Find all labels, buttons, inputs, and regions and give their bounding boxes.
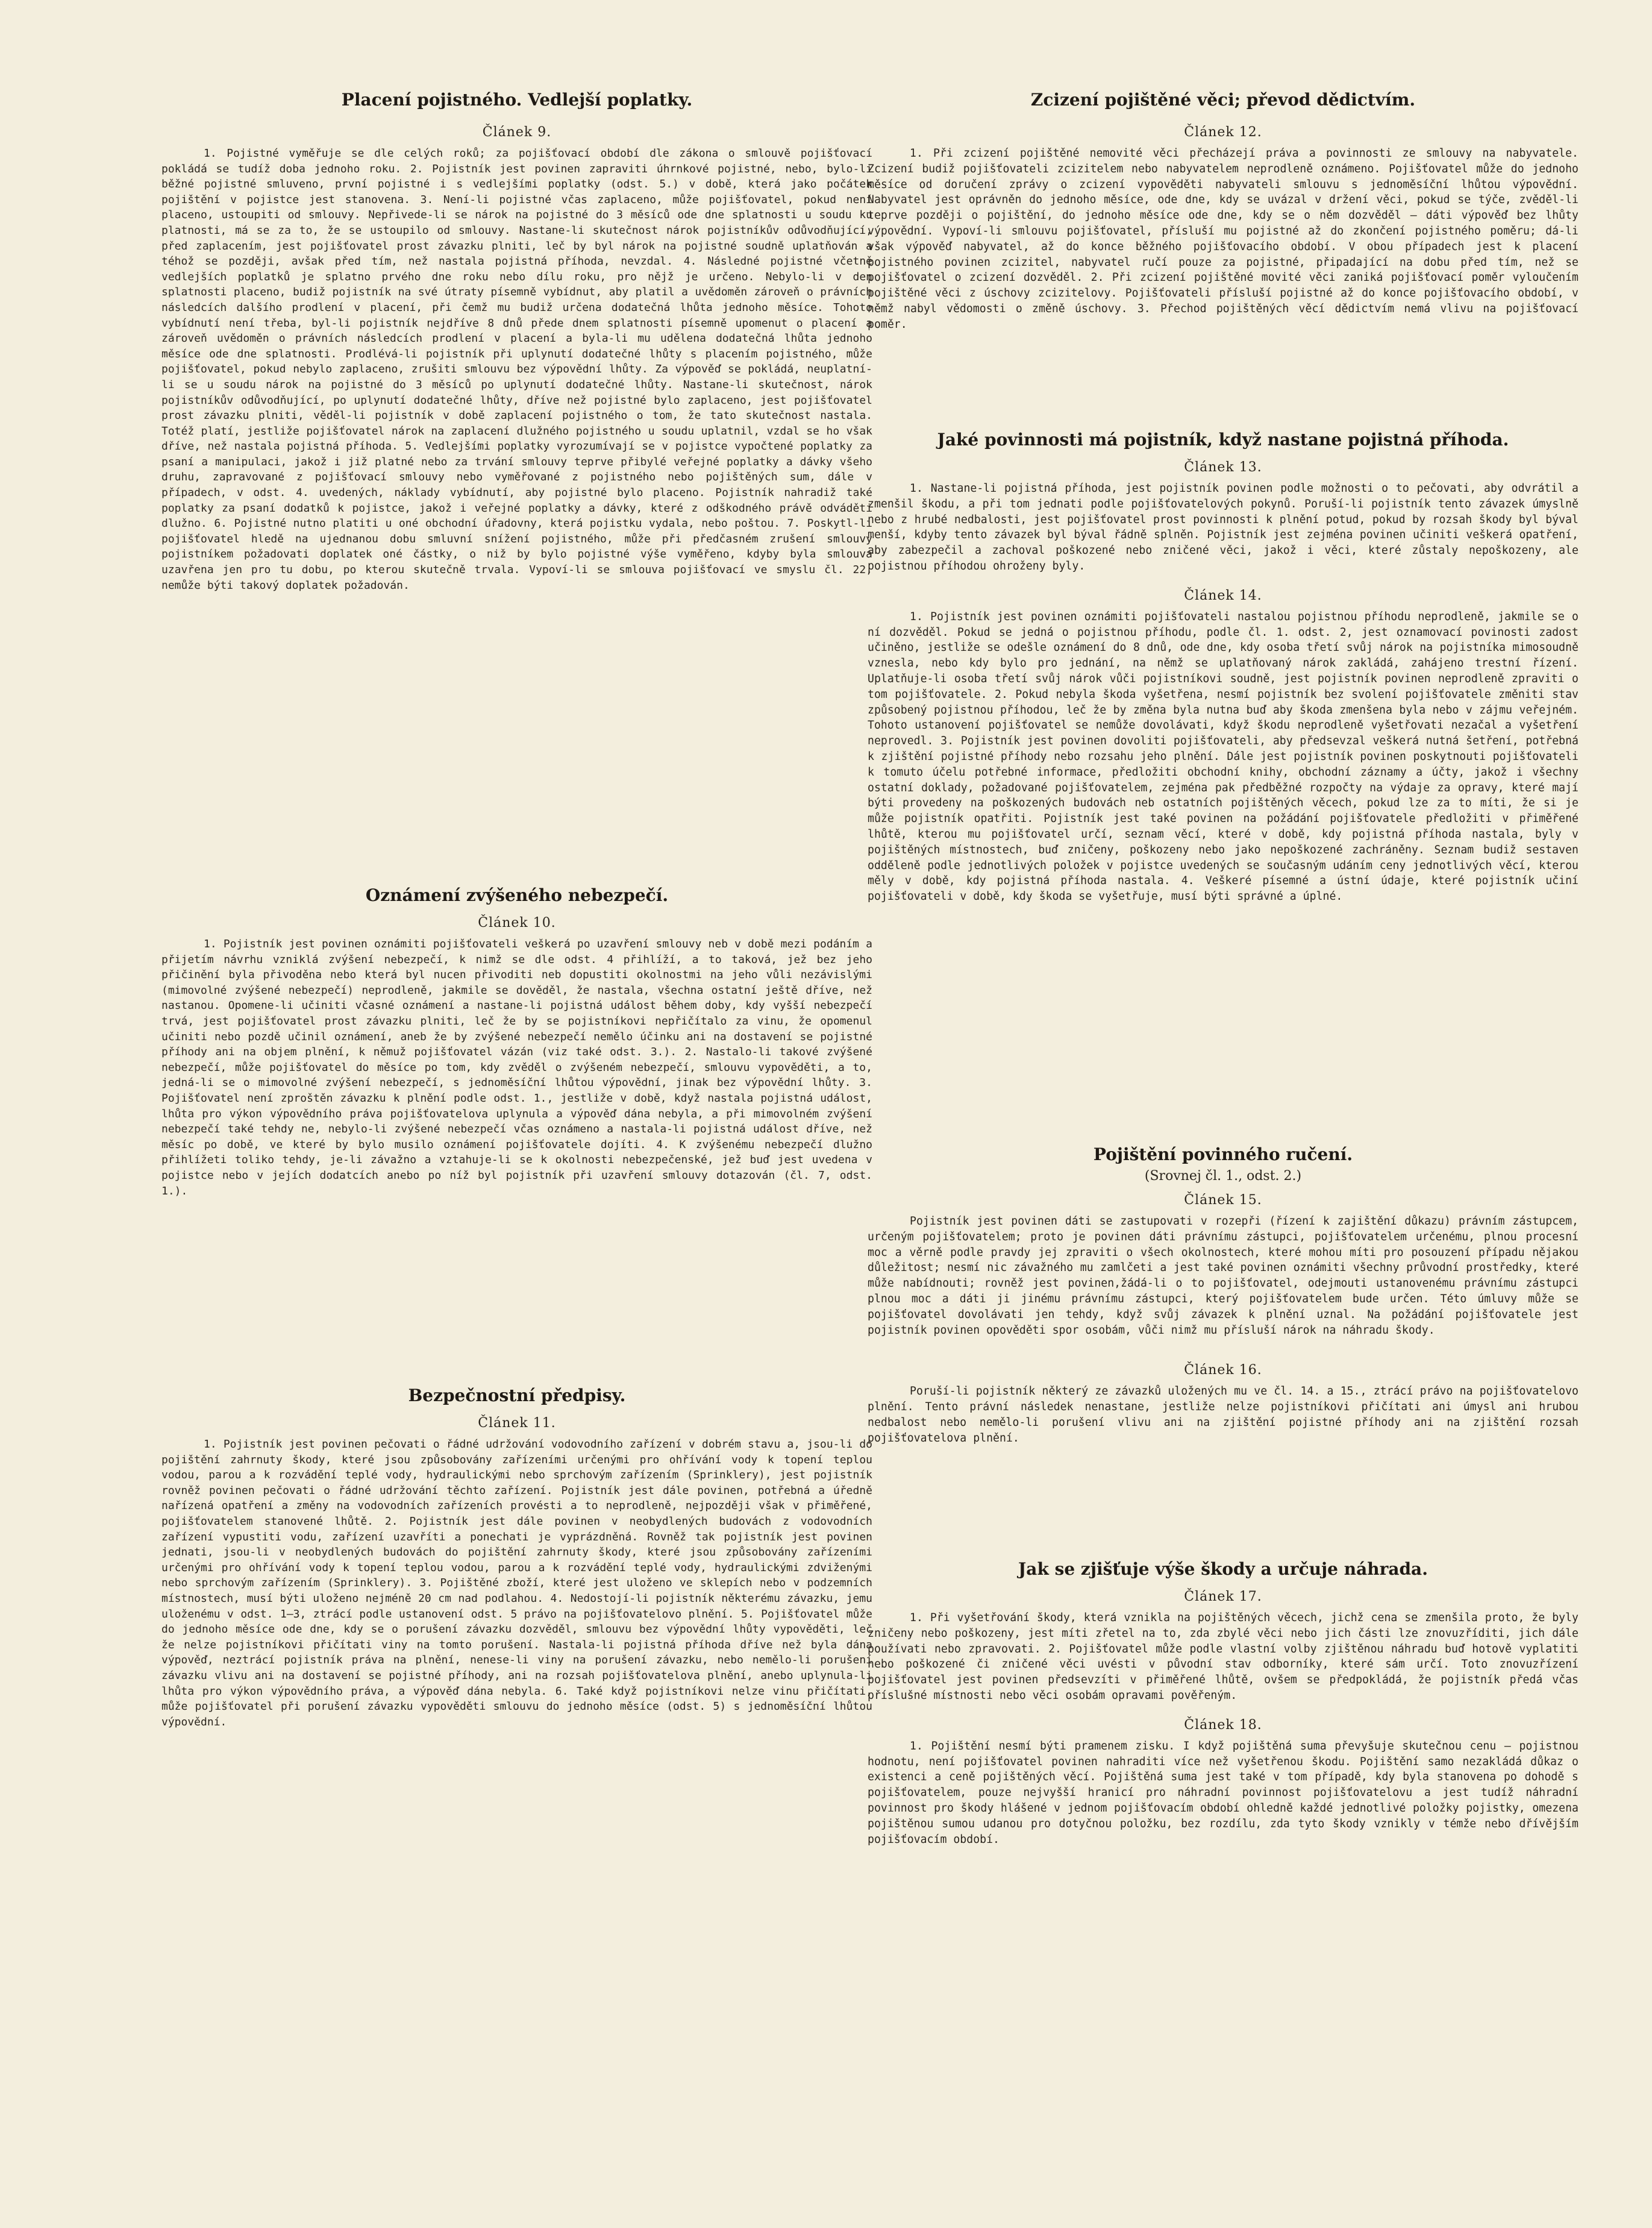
section-alienation-inheritance [868,89,1578,333]
left-column [161,0,872,2228]
section-obligations-on-loss [868,429,1578,905]
article-text: 1. Při zcizení pojištěné nemovité věci přecházejí práva a povinnosti ze smlouvy na nabyvatele. Zcizení budiž pojišťovateli zcizitelem nebo nabyvatelem neprodleně oznámeno. Pojišťovatel může do jednoho měsíce od doručení zprávy o zcizení vypověděti nabyvateli smlouvu s jednoměsíční lhůtou výpovědní. Nabyvatel jest oprávněn do jednoho měsíce, ode dne, kdy se uvázal v držení věci, pokud se týče, zvěděl-li teprve později o pojištění, do jednoho měsíce ode dne, kdy se o něm dozvěděl — dáti výpověď bez lhůty výpovědní. Vypoví-li smlouvu pojišťovatel, přísluší mu pojistné až do zkončení pojistného poměru; dá-li však výpověď nabyvatel, až do konce běžného pojišťovacího období. V obou případech jest k placení pojistného povinen zcizitel, nabyvatel ručí pouze za pojistné, připadající na dobu před tím, než se pojišťovatel o zcizení dozvěděl. 2. Při zcizení pojištěné movité věci zaniká pojišťovací poměr vyloučením pojištěné věci z úschovy zcizitelovy. Pojišťovateli přísluší pojistné až do konce pojišťovacího období, v němž nabyl vědomosti o změně úschovy. 3. Přechod pojištěných věcí dědictvím nemá vlivu na pojišťovací poměr. [868,147,1578,331]
article-title: Článek 13. [1184,460,1262,475]
section-heading: Zcizení pojištěné věci; převod dědictvím. [1030,90,1416,110]
article-title: Článek 17. [1184,1589,1262,1604]
article-text: 1. Pojistník jest povinen oznámiti pojišťovateli nastalou pojistnou příhodu neprodleně, jakmile se o ní dozvěděl. Pokud se jedná o pojistnou příhodu, podle čl. 1. odst. 2, jest oznamovací povinosti zadost učiněno, jestliže se odešle oznámení do 8 dnů, ode dne, kdy osoba třetí svůj nárok na pojistníka mimosoudně vznesla, nebo kdy bylo pro jednání, na němž se uplatňovaný nárok zakládá, zahájeno trestní řízení. Uplatňuje-li osoba třetí svůj nárok vůči pojistníkovi soudně, jest pojistník povinen neprodleně zpraviti o tom pojišťovatele. 2. Pokud nebyla škoda vyšetřena, nesmí pojistník bez svolení pojišťovatele změniti stav způsobený pojistnou příhodou, leč že by změna byla nutna buď aby škoda zmenšena byla nebo v zájmu veřejném. Tohoto ustanovení pojišťovatel se nemůže dovolávati, když škodu neprodleně vyšetřovati nezačal a vyšetření neprovedl. 3. Pojistník jest povinen dovoliti pojišťovateli, aby předsevzal veškerá nutná šetření, potřebná k zjištění pojistné příhody nebo rozsahu jeho plnění. Dále jest pojistník povinen poskytnouti pojišťovateli k tomuto účelu potřebné informace, předložiti obchodní knihy, obchodní záznamy a účty, jakož i všechny ostatní doklady, požadované pojišťovatelem, zejména pak předběžné rozpočty na výdaje za opravy, které mají býti provedeny na poškozených budovách neb ostatních pojištěných věcech, pokud lze za to míti, že si je může pojistník opatřiti. Pojistník jest také povinen na požádání pojišťovatele předložiti v přiměřené lhůtě, kterou mu pojišťovatel určí, seznam věcí, které v době, kdy pojistná příhoda nastala, byly v pojištěných místnostech, buď zničeny, poškozeny nebo jako nepoškozené zachráněny. Seznam budiž sestaven odděleně podle jednotlivých položek v pojistce uvedených se současným udáním ceny jednotlivých věcí, kterou měly v době, kdy pojistná příhoda nastala. 4. Veškeré písemné a ústní údaje, které pojistník učiní pojišťovateli v době, kdy škoda se vyšetřuje, musí býti správné a úplné. [868,610,1578,903]
article-title: Článek 12. [1184,125,1262,140]
section-heading: Bezpečnostní předpisy. [408,1385,626,1405]
section-safety-rules [161,1385,872,1730]
section-subheading: (Srovnej čl. 1., odst. 2.) [1144,1169,1302,1184]
article-text: 1. Pojistné vyměřuje se dle celých roků; za pojišťovací období dle zákona o smlouvě pojišťovací pokládá se tudíž doba jednoho roku. 2. Pojistník jest povinen zapraviti úhrnkové pojistné, nebo, bylo-li běžné pojistné smluveno, první pojistné i s vedlejšími poplatky (odst. 5.) v době, která jako počátek pojištění v pojistce jest stanovena. 3. Není-li pojistné včas zaplaceno, může pojišťovatel, pokud není placeno, ustoupiti od smlouvy. Nepřivede-li se nárok na pojistné do 3 měsíců ode dne splatnosti u soudu ku platnosti, má se za to, že se ustoupilo od smlouvy. Nastane-li skutečnost nárok pojistníkův odůvodňující, před zaplacením, jest pojišťovatel prost závazku plniti, leč by byl nárok na pojistné soudně uplatňován a téhož se později, avšak před tím, než nastala pojistná příhoda, nevzdal. 4. Následné pojistné včetně vedlejších poplatků je splatno prvého dne roku nebo dílu roku, pro nějž je určeno. Nebylo-li v den splatnosti placeno, budiž pojistník na své útraty písemně vybídnut, aby platil a uvědoměn zároveň o právních následcích dalšího prodlení v placení, při čemž mu budiž určena dodatečná lhůta jednoho měsíce. Tohoto vybídnutí není třeba, byl-li pojistník nejdříve 8 dnů přede dnem splatnosti písemně upomenut o placení a zároveň uvědoměn o právních následcích prodlení v placení a byla-li mu udělena dodatečná lhůta jednoho měsíce ode dne splatnosti. Prodlévá-li pojistník při uplynutí dodatečné lhůty s placením pojistného, může pojišťovatel, pokud nebylo zaplaceno, zrušiti smlouvu bez výpovědní lhůty. Za výpověď se pokládá, neuplatní-li se u soudu nárok na pojistné do 3 měsíců po uplynutí dodatečné lhůty. Nastane-li skutečnost, nárok pojistníkův odůvodňující, po uplynutí dodatečné lhůty, dříve než pojistné bylo zaplaceno, jest pojišťovatel prost závazku plniti, věděl-li pojistník v době zaplacení pojistného o tom, že tato skutečnost nastala. Totéž platí, jestliže pojišťovatel nárok na zaplacení dlužného pojistného u soudu uplatnil, vzdal se ho však dříve, než nastala pojistná příhoda. 5. Vedlejšími poplatky vyrozumívají se v pojistce vypočtené poplatky za psaní a manipulaci, jakož i již platné nebo za trvání smlouvy teprve přibylé veřejné poplatky a dávky všeho druhu, zapravované z pojišťovací smlouvy nebo vyměřované z pojistného nebo pojištěných sum, dále v případech, v odst. 4. uvedených, náklady vybídnutí, aby pojistné bylo placeno. Pojistník nahradiž také poplatky za psaní dodatků k pojistce, jakož i veřejné poplatky a dávky, které z odškodného právě odváděti dlužno. 6. Pojistné nutno platiti u oné obchodní úřadovny, která pojistku vydala, nebo poštou. 7. Poskytl-li pojišťovatel hledě na ujednanou dobu smluvní snížení pojistného, může při předčasném zrušení smlouvy pojistníkem požadovati doplatek oné částky, o niž by bylo pojistné výše vyměřeno, kdyby byla smlouva uzavřena jen pro tu dobu, po kterou skutečně trvala. Vypoví-li se smlouva pojišťovací ve smyslu čl. 22, nemůže býti takový doplatek požadován. [161,147,872,592]
article-title: Článek 15. [1184,1193,1262,1208]
section-increased-risk [161,885,872,1199]
article-text: 1. Pojištění nesmí býti pramenem zisku. I když pojištěná suma převyšuje skutečnou cenu — pojistnou hodnotu, není pojišťovatel povinen nahraditi více než vyšetřenou škodu. Pojištění samo nezakládá důkaz o existenci a ceně pojištěných věcí. Pojištěná suma jest také v tom případě, kdy byla stanovena po dohodě s pojišťovatelem, pouze nejvyšší hranicí pro náhradní povinnost pojišťovatelovu a jest tudíž náhradní povinnost pro škody hlášené v jednom pojišťovacím období ohledně každé jednotlivé položky pojistky, omezena pojištěnou sumou udanou pro dotyčnou položku, bez rozdílu, zda tyto škody vznikly v témže nebo dřívějším pojišťovacím období. [868,1739,1578,1846]
section-heading: Jak se zjišťuje výše škody a určuje náhrada. [1018,1559,1428,1579]
right-column [868,0,1578,2228]
article-title: Článek 11. [478,1416,556,1431]
article-text: 1. Pojistník jest povinen pečovati o řádné udržování vodovodního zařízení v dobrém stavu a, jsou-li do pojištění zahrnuty škody, které jsou způsobovány zařízeními určenými pro ohřívání vody k topení teplou vodou, parou a k rozvádění teplé vody, hydraulickými nebo sprchovým zařízením (Sprinklery), jest pojistník rovněž povinen pečovati o řádné udržování těchto zařízení. Pojistník jest dále povinen, potřebná a úředně nařízená opatření a změny na vodovodních zařízeních provésti a to neprodleně, nejpozději však v přiměřené, pojišťovatelem stanovené lhůtě. 2. Pojistník jest dále povinen v neobydlených budovách z vodovodních zařízení vypustiti vodu, zařízení uzavříti a ponechati je vyprázdněná. Rovněž tak pojistník jest povinen jednati, jsou-li v neobydlených budovách do pojištění zahrnuty škody, které jsou způsobovány zařízeními určenými pro ohřívání vody k topení teplou vodou, parou a k rozvádění teplé vody, hydraulickými zdviženými nebo sprchovým zařízením (Sprinklery). 3. Pojištěné zboží, které jest uloženo ve sklepích nebo v podzemních místnostech, musí býti uloženo nejméně 20 cm nad podlahou. 4. Nedostojí-li pojistník některému závazku, jemu uloženému v odst. 1—3, ztrácí podle ustanovení odst. 5 právo na pojišťovatelovo plnění. 5. Pojišťovatel může do jednoho měsíce ode dne, kdy se o porušení závazku dozvěděl, smlouvu bez výpovědní lhůty vypověděti, leč že nelze pojistníkovi přičítati viny na tomto porušení. Nastala-li pojistná příhoda dříve než byla dána výpověď, neztrácí pojistník práva na plnění, nenese-li viny na porušení závazku, nebo nemělo-li porušení závazku vlivu ani na dostavení se pojistné příhody, ani na rozsah pojišťovatelova plnění, anebo uplynula-li lhůta pro výkon výpovědního práva, a výpověď dána nebyla. 6. Také když pojistníkovi nelze vinu přičítati, může pojišťovatel při porušení závazku vypověděti smlouvu do jednoho měsíce (odst. 5) s jednoměsíční lhůtou výpovědní. [161,1438,872,1728]
article-title: Článek 18. [1184,1717,1262,1733]
article-text: 1. Při vyšetřování škody, která vznikla na pojištěných věcech, jichž cena se zmenšila proto, že byly zničeny nebo poškozeny, jest míti zřetel na to, zda zbylé věci nebo jich části lze znovuzříditi, jich dále používati nebo zpravovati. 2. Pojišťovatel může podle vlastní volby zjištěnou náhradu buď hotově vyplatiti nebo poškozené či zničené věci uvésti v původní stav odborníky, které sám určí. Toto znovuzřízení pojišťovatel jest povinen předsevzíti v přiměřené lhůtě, ovšem se předpokládá, že pojistník předá včas příslušné místnosti nebo věci osobám opravami pověřeným. [868,1611,1578,1702]
article-text: 1. Nastane-li pojistná příhoda, jest pojistník povinen podle možnosti o to pečovati, aby odvrátil a zmenšil škodu, a při tom jednati podle pojišťovatelových pokynů. Poruší-li pojistník tento závazek úmyslně nebo z hrubé nedbalosti, jest pojišťovatel prost povinnosti k plnění potud, pokud by rozsah škody byl býval menší, kdyby tento závazek byl býval řádně splněn. Pojistník jest zejména povinen učiniti veškerá opatření, aby zabezpečil a zachoval poškozené nebo zničené věci, jakož i věci, které zůstaly nepoškozeny, ale pojistnou příhodou ohroženy byly. [868,482,1578,573]
article-text: 1. Pojistník jest povinen oznámiti pojišťovateli veškerá po uzavření smlouvy neb v době mezi podáním a přijetím návrhu vzniklá zvýšení nebezpečí, k nimž se dle odst. 4 přihlíží, a to taková, jež bez jeho přičinění byla přivoděna nebo která byl nucen přivoditi neb dopustiti okolnostmi na jeho vůli nezávislými (mimovolné zvýšené nebezpečí) neprodleně, jakmile se dověděl, že nastala, všechna ostatní ještě dříve, než nastanou. Opomene-li učiniti včasné oznámení a nastane-li pojistná událost během doby, kdy vyšší nebezpečí trvá, jest pojišťovatel prost závazku plniti, leč že by se pojistníkovi nepřičítalo za vinu, že opomenul učiniti nebo pozdě učinil oznámení, aneb že by zvýšené nebezpečí nemělo účinku ani na dostavení se pojistné příhody ani na objem plnění, k němuž pojišťovatel vázán (viz také odst. 3.). 2. Nastalo-li takové zvýšené nebezpečí, může pojišťovatel do měsíce po tom, kdy zvěděl o zvýšeném nebezpečí, smlouvu vypověděti, a to, jedná-li se o mimovolné zvýšení nebezpečí, s jednoměsíční lhůtou výpovědní, jinak bez výpovědní lhůty. 3. Pojišťovatel není zproštěn závazku k plnění podle odst. 1., jestliže v době, když nastala pojistná událost, lhůta pro výkon výpovědního práva pojišťovatelova uplynula a výpověď dána nebyla, a při mimovolném zvýšení nebezpečí také tehdy ne, nebylo-li zvýšené nebezpečí včas oznámeno a nastala-li pojistná událost dříve, než měsíc po době, ve které by bylo musilo oznámení pojišťovatele dojíti. 4. K zvýšenému nebezpečí dlužno přihlížeti toliko tehdy, je-li závažno a vztahuje-li se k okolnosti nebezpečenské, jež buď jest uvedena v pojistce nebo v jejích dodatcích anebo po níž byl pojistník při uzavření smlouvy dotazován (čl. 7, odst. 1.). [161,938,872,1197]
section-heading: Jaké povinnosti má pojistník, když nastane pojistná příhoda. [937,430,1509,450]
article-text: Pojistník jest povinen dáti se zastupovati v rozepři (řízení k zajištění důkazu) právním zástupcem, určeným pojišťovatelem; proto je povinen dáti právnímu zástupci, pojišťovatelem určenému, plnou procesní moc a věrně podle pravdy jej zpraviti o všech okolnostech, které mohou míti pro posouzení případu nějakou důležitost; nesmí nic závažného mu zamlčeti a jest také povinen oznámiti všechny průvodní prostředky, které může nabídnouti; rovněž jest povinen,žádá-li o to pojišťovatel, odejmouti ustanovenému právnímu zástupci plnou moc a dáti ji jinému právnímu zástupci, který pojišťovatelem bude určen. Této úmluvy může se pojišťovatel dovolávati jen tehdy, když svůj závazek k plnění uznal. Na požádání pojišťovatele jest pojistník povinen opověděti spor osobám, vůči nimž mu přísluší nárok na náhradu škody. [868,1215,1578,1337]
section-heading: Oznámení zvýšeného nebezpečí. [365,885,669,905]
section-liability-insurance [868,1144,1578,1446]
article-text: Poruší-li pojistník některý ze závazků uložených mu ve čl. 14. a 15., ztrácí právo na pojišťovatelovo plnění. Tento právní následek nenastane, jestliže nelze pojistníkovi přičítati ani úmysl ani hrubou nedbalost nebo nemělo-li porušení vlivu ani na zjištění pojistné příhody ani na zjištění rozsah pojišťovatelova plnění. [868,1385,1578,1445]
section-heading: Placení pojistného. Vedlejší poplatky. [341,90,693,110]
article-title: Článek 14. [1184,588,1262,603]
section-heading: Pojištění povinného ručení. [1093,1144,1353,1164]
article-title: Článek 16. [1184,1363,1262,1378]
article-title: Článek 9. [482,125,552,140]
section-damage-assessment [868,1558,1578,1847]
article-title: Článek 10. [478,915,556,930]
section-premium-payment [161,89,872,593]
